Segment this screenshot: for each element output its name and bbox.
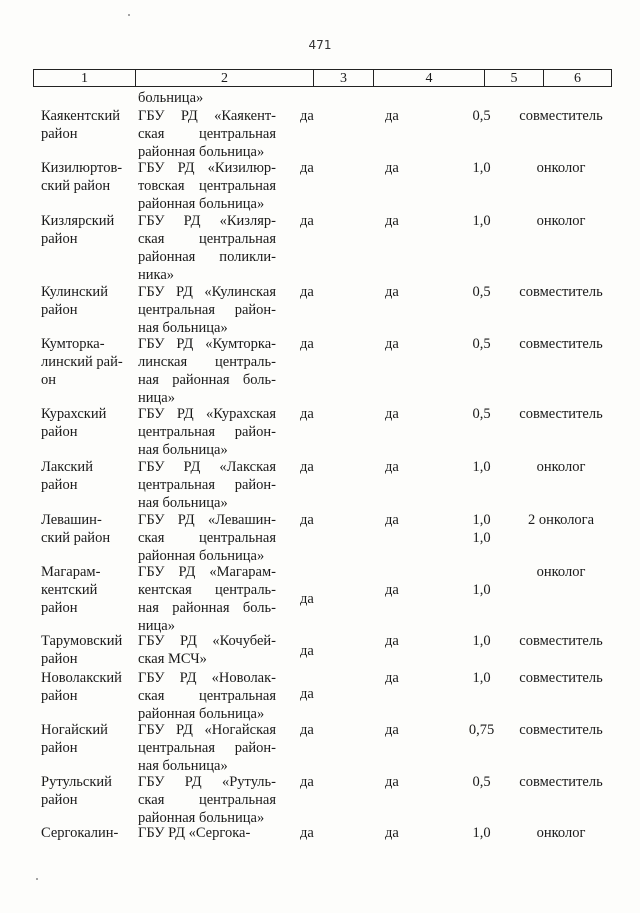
- region-line: Кизилюртов-: [41, 160, 123, 176]
- staff-type: онколог: [536, 825, 586, 841]
- region-line: район: [41, 740, 78, 756]
- region-name: [41, 632, 136, 668]
- region-name: [41, 405, 136, 441]
- column-header-1: 1: [34, 70, 136, 86]
- rate-value: [464, 721, 499, 739]
- institution-line: ГБУ РД «Ногайская: [138, 722, 276, 738]
- region-line: Ногайский: [41, 722, 108, 738]
- column-3-value: да: [300, 284, 314, 300]
- region-line: линский рай-: [41, 354, 123, 370]
- institution-name: [138, 159, 276, 213]
- column-4-value: да: [385, 582, 399, 598]
- rate-value: [464, 335, 499, 353]
- rate-line: 1,0: [472, 670, 491, 686]
- column-3-value: да: [300, 213, 314, 229]
- region-name: [41, 721, 136, 757]
- continuation-text: больница»: [138, 90, 204, 106]
- region-name: [41, 773, 136, 809]
- institution-line: ская МСЧ»: [138, 651, 207, 667]
- column-3-value: да: [300, 160, 314, 176]
- scan-speck: [128, 14, 130, 16]
- rate-line: 1,0: [472, 213, 491, 229]
- institution-line: ская центральная: [138, 688, 276, 704]
- column-3-value: да: [300, 512, 314, 528]
- institution-name: [138, 458, 276, 512]
- institution-line: ница»: [138, 390, 175, 406]
- institution-line: ника»: [138, 267, 175, 283]
- staff-type: совместитель: [519, 633, 603, 649]
- institution-line: ГБУ РД «Магарам-: [138, 564, 276, 580]
- rate-line: 1,0: [472, 530, 491, 546]
- staff-type: онколог: [536, 213, 586, 229]
- institution-line: ГБУ РД «Кумторка-: [138, 336, 276, 352]
- column-3-value: да: [300, 643, 314, 659]
- column-3-value: да: [300, 722, 314, 738]
- institution-name: [138, 335, 276, 407]
- region-name: [41, 107, 136, 143]
- staff-type: онколог: [536, 564, 586, 580]
- institution-line: ГБУ РД «Лакская: [138, 459, 276, 475]
- scan-speck: [36, 878, 38, 880]
- region-line: район: [41, 477, 78, 493]
- institution-line: кентская централь-: [138, 582, 276, 598]
- institution-name: [138, 669, 276, 723]
- rate-line: 0,5: [472, 774, 491, 790]
- rate-line: 1,0: [472, 512, 491, 528]
- region-line: Кизлярский: [41, 213, 115, 229]
- region-line: район: [41, 651, 78, 667]
- staff-type: совместитель: [519, 284, 603, 300]
- institution-line: ГБУ РД «Каякент-: [138, 108, 276, 124]
- region-name: [41, 159, 136, 195]
- region-line: Лакский: [41, 459, 93, 475]
- institution-line: районная больница»: [138, 144, 265, 160]
- rate-value: [464, 824, 499, 842]
- institution-line: товская центральная: [138, 178, 276, 194]
- institution-line: районная больница»: [138, 548, 265, 564]
- column-4-value: да: [385, 406, 399, 422]
- institution-line: ГБУ РД «Кизилюр-: [138, 160, 276, 176]
- rate-value: [464, 405, 499, 423]
- region-line: ский район: [41, 178, 111, 194]
- region-name: [41, 563, 136, 617]
- institution-name: [138, 283, 276, 337]
- region-line: Рутульский: [41, 774, 112, 790]
- column-4-value: да: [385, 722, 399, 738]
- rate-line: 0,5: [472, 336, 491, 352]
- institution-name: [138, 212, 276, 284]
- column-4-value: да: [385, 160, 399, 176]
- column-3-value: да: [300, 108, 314, 124]
- institution-name: [138, 563, 276, 635]
- region-line: район: [41, 600, 78, 616]
- institution-line: ная больница»: [138, 442, 228, 458]
- region-line: он: [41, 372, 57, 388]
- staff-type: 2 онколога: [527, 512, 595, 528]
- page-number: 471: [308, 38, 332, 52]
- staff-type: совместитель: [519, 108, 603, 124]
- institution-line: районная больница»: [138, 196, 265, 212]
- institution-name: [138, 721, 276, 775]
- region-name: [41, 335, 136, 389]
- institution-line: ГБУ РД «Курахская: [138, 406, 276, 422]
- region-line: кентский: [41, 582, 98, 598]
- rate-value: [464, 107, 499, 125]
- institution-line: ГБУ РД «Рутуль-: [138, 774, 276, 790]
- rate-value: [464, 581, 499, 599]
- staff-type: совместитель: [519, 406, 603, 422]
- column-header-2: 2: [136, 70, 314, 86]
- column-4-value: да: [385, 459, 399, 475]
- rate-line: 1,0: [472, 633, 491, 649]
- institution-line: ская центральная: [138, 530, 276, 546]
- column-3-value: да: [300, 336, 314, 352]
- region-line: район: [41, 424, 78, 440]
- column-3-value: да: [300, 591, 314, 607]
- institution-line: ГБУ РД «Новолак-: [138, 670, 276, 686]
- region-line: район: [41, 792, 78, 808]
- column-3-value: да: [300, 686, 314, 702]
- institution-line: ная больница»: [138, 320, 228, 336]
- rate-value: [464, 159, 499, 177]
- staff-type: совместитель: [519, 670, 603, 686]
- institution-line: ская центральная: [138, 126, 276, 142]
- institution-line: ская центральная: [138, 231, 276, 247]
- region-line: Новолакский: [41, 670, 122, 686]
- institution-name: [138, 511, 276, 565]
- region-line: район: [41, 126, 78, 142]
- region-name: [41, 669, 136, 705]
- rate-line: 0,5: [472, 406, 491, 422]
- rate-line: 1,0: [472, 160, 491, 176]
- region-line: район: [41, 302, 78, 318]
- column-4-value: да: [385, 774, 399, 790]
- rate-line: 1,0: [472, 459, 491, 475]
- institution-line: центральная район-: [138, 302, 276, 318]
- region-name: [41, 283, 136, 319]
- institution-name: [138, 107, 276, 161]
- column-4-value: да: [385, 825, 399, 841]
- region-line: Сергокалин-: [41, 825, 119, 841]
- column-header-6: 6: [574, 71, 581, 86]
- column-4-value: да: [385, 512, 399, 528]
- rate-line: 0,5: [472, 108, 491, 124]
- rate-value: [464, 212, 499, 230]
- rate-value: [464, 283, 499, 301]
- table-header: [33, 69, 612, 87]
- institution-line: линская централь-: [138, 354, 276, 370]
- institution-line: ница»: [138, 618, 175, 634]
- region-line: Кулинский: [41, 284, 108, 300]
- institution-line: центральная район-: [138, 424, 276, 440]
- staff-type: совместитель: [519, 774, 603, 790]
- staff-type: онколог: [536, 160, 586, 176]
- rate-value: [464, 632, 499, 650]
- column-header-5: 5: [485, 70, 544, 86]
- staff-type: совместитель: [519, 722, 603, 738]
- institution-line: ГБУ РД «Сергока-: [138, 825, 251, 841]
- region-line: Тарумовский: [41, 633, 123, 649]
- institution-line: ГБУ РД «Кулинская: [138, 284, 276, 300]
- column-3-value: да: [300, 774, 314, 790]
- column-4-value: да: [385, 336, 399, 352]
- institution-name: [138, 773, 276, 827]
- region-name: [41, 458, 136, 494]
- institution-line: центральная район-: [138, 740, 276, 756]
- rate-line: 0,75: [468, 722, 495, 738]
- column-4-value: да: [385, 633, 399, 649]
- rate-value: [464, 773, 499, 791]
- column-4-value: да: [385, 670, 399, 686]
- institution-name: [138, 824, 276, 842]
- institution-line: районная поликли-: [138, 249, 276, 265]
- institution-line: районная больница»: [138, 706, 265, 722]
- staff-type: совместитель: [519, 336, 603, 352]
- institution-line: ГБУ РД «Кочубей-: [138, 633, 276, 649]
- institution-line: ная больница»: [138, 758, 228, 774]
- column-4-value: да: [385, 108, 399, 124]
- institution-line: ская центральная: [138, 792, 276, 808]
- staff-type: онколог: [536, 459, 586, 475]
- region-name: [41, 212, 136, 248]
- column-4-value: да: [385, 284, 399, 300]
- institution-line: ная больница»: [138, 495, 228, 511]
- region-line: ский район: [41, 530, 111, 546]
- institution-line: центральная район-: [138, 477, 276, 493]
- institution-line: ГБУ РД «Кизляр-: [138, 213, 276, 229]
- institution-line: районная больница»: [138, 810, 265, 826]
- region-line: район: [41, 231, 78, 247]
- column-3-value: да: [300, 825, 314, 841]
- rate-line: 1,0: [472, 825, 491, 841]
- institution-line: ная районная боль-: [138, 372, 276, 388]
- region-line: район: [41, 688, 78, 704]
- column-header-4: 4: [374, 70, 485, 86]
- region-line: Курахский: [41, 406, 107, 422]
- rate-line: 0,5: [472, 284, 491, 300]
- institution-line: ная районная боль-: [138, 600, 276, 616]
- column-3-value: да: [300, 406, 314, 422]
- region-line: Кумторка-: [41, 336, 105, 352]
- institution-name: [138, 405, 276, 459]
- region-name: [41, 824, 136, 842]
- rate-value: [464, 511, 499, 547]
- region-line: Левашин-: [41, 512, 102, 528]
- column-header-3: 3: [314, 70, 374, 86]
- region-name: [41, 511, 136, 547]
- region-line: Магарам-: [41, 564, 101, 580]
- region-line: Каякентский: [41, 108, 120, 124]
- institution-name: [138, 632, 276, 668]
- rate-value: [464, 458, 499, 476]
- column-3-value: да: [300, 459, 314, 475]
- column-4-value: да: [385, 213, 399, 229]
- rate-line: 1,0: [472, 582, 491, 598]
- institution-line: ГБУ РД «Левашин-: [138, 512, 276, 528]
- rate-value: [464, 669, 499, 687]
